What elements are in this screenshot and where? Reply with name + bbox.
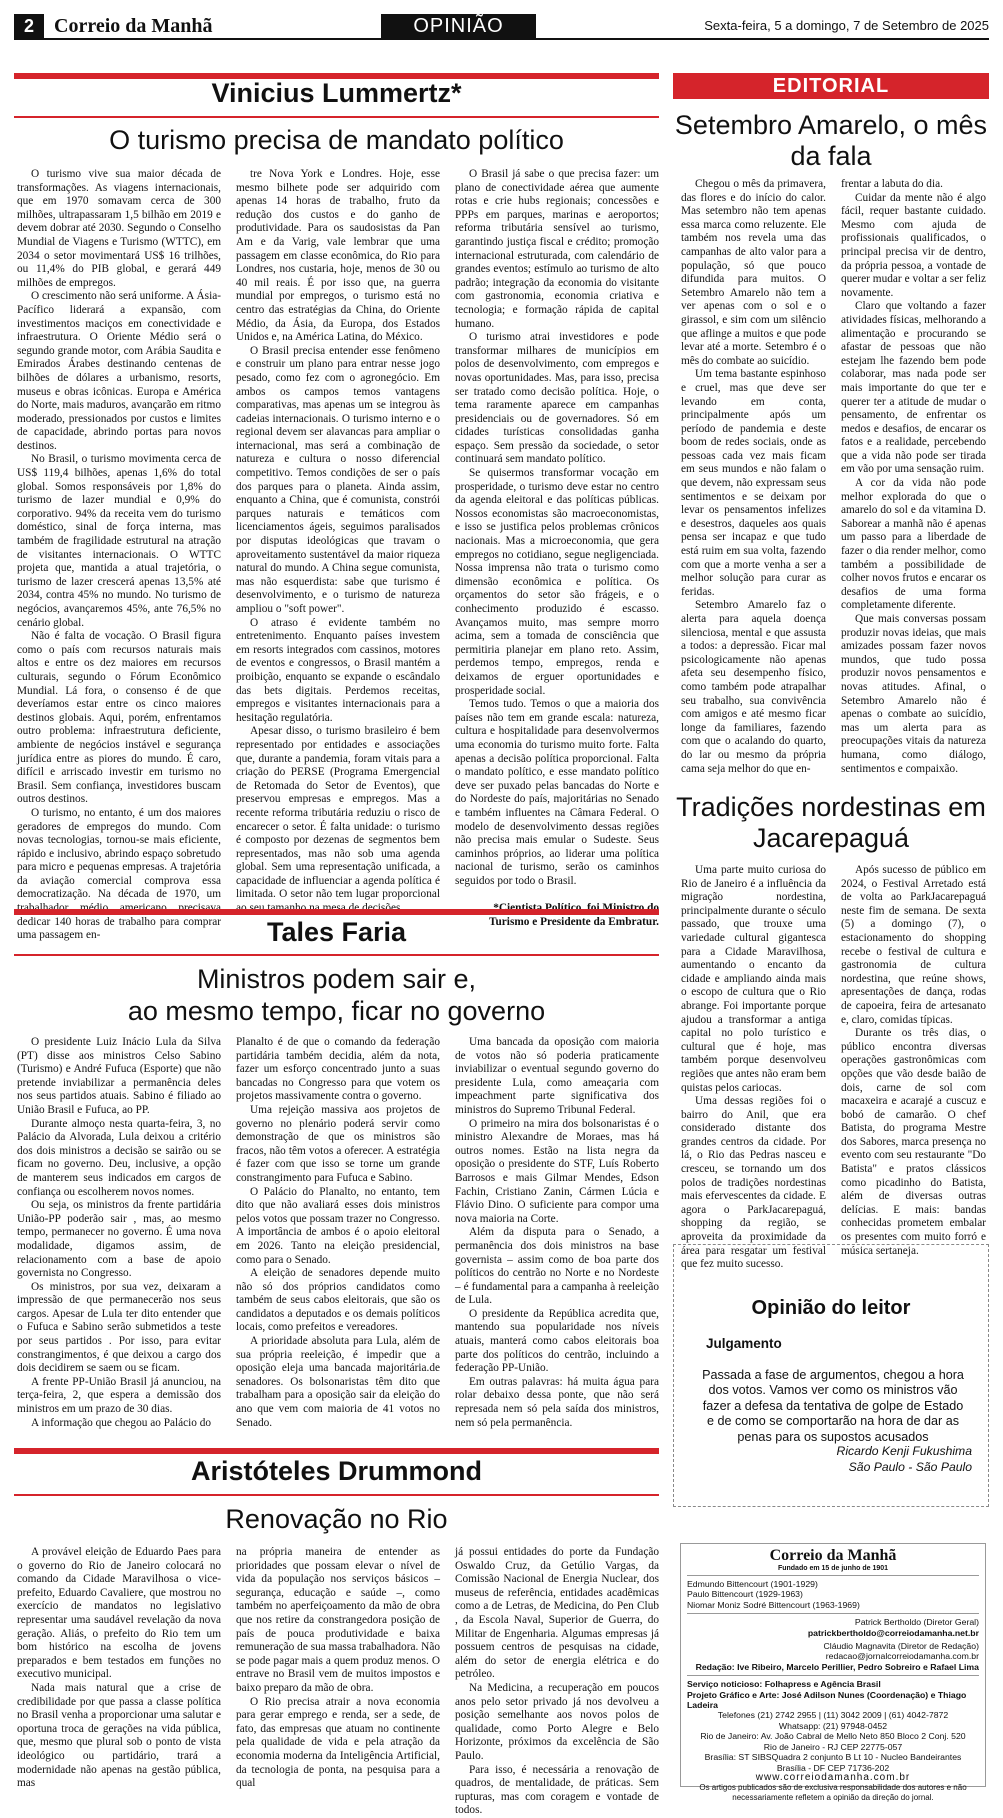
paragraph: Na Medicina, a recuperação em poucos anos pelo setor privado já nos devolveu a posição semelhante aos novos polos de qualidade, como Porto Alegre e Belo Horizonte, próximos da excelência de São Paulo.	[455, 1681, 659, 1762]
paragraph: Os ministros, por sua vez, deixaram a impressão de que permanecerão nos seus cargos. Apesar de Lula ter dito entender que o Fufuca e Sabino serão submetidos a teste por seus partidos . Por isso, para evitar constrangimentos, é que deixou a cargo dos dois decidirem se saem ou se ficam.	[17, 1280, 221, 1375]
paragraph: Não é falta de vocação. O Brasil figura como o país com recursos naturais mais altos e entre os dez maiores em recursos culturais, segundo o Fórum Econômico Mundial. Lá fora, o consenso é de que deveríamos estar entre os cinco maiores destinos globais. Aqui, porém, enfrentamos outro problema: infraestrutura deficiente, ambiente de negócios instável e segurança jurídica entre as piores do mundo. É caro, difícil e arriscado investir em turismo no Brasil. Sem confiança, investidores buscam outros destinos.	[17, 630, 221, 806]
headline-line: Ministros podem sair e,	[196, 964, 477, 994]
whatsapp-number: Whatsapp: (21) 97948-0452	[778, 1720, 888, 1731]
article2-column	[236, 1036, 440, 1429]
design-credits: Projeto Gráfico e Arte: José Adilson Nunes (Coordenação) e Thiago Ladeira	[687, 1689, 967, 1711]
newspaper-logo: Correio da Manhã	[54, 15, 213, 37]
paragraph: No Brasil, o turismo movimenta cerca de US$ 119,4 bilhões, apenas 1,6% do total global. Somos responsáveis por 1,8% do turismo de lazer mundial e 0,9% do corporativo. 94% da receita vem do turismo doméstico, sinal de força interna, mas também de fragilidade estrutural na atração de visitantes internacionais. O WTTC projeta que, mantida a atual trajetória, o turismo de lazer crescerá apenas 13,5% até 2034, contra 45% no mundo. No turismo de negócios, avançaremos 45%, ante 76,5% no cenário global.	[17, 453, 221, 629]
masthead-logo: Correio da Manhã	[769, 1547, 897, 1564]
reader-location: São Paulo - São Paulo	[848, 1460, 972, 1474]
founder: Paulo Bittencourt (1929-1963)	[687, 1589, 803, 1600]
paragraph: O primeiro na mira dos bolsonaristas é o ministro Alexandre de Moraes, mas há outros nomes. Estão na lista negra da oposição o presidente do STF, Luís Roberto Barrosos e mais Gilmar Mendes, Edson Fachin, Cristiano Zanin, Cármen Lúcia e Flávio Dino. O suficiente para compor uma nova maioria na Corte.	[455, 1117, 659, 1225]
paragraph: A informação que chegou ao Palácio do	[31, 1416, 212, 1429]
issue-date: Sexta-feira, 5 a domingo, 7 de Setembro de 2025	[704, 18, 989, 33]
article1-author: Vinicius Lummertz*	[211, 78, 462, 108]
author-underline	[14, 954, 659, 956]
founders-list	[687, 1579, 979, 1610]
article-divider	[14, 1448, 659, 1454]
director-name: Patrick Bertholdo (Diretor Geral)	[854, 1617, 979, 1628]
paragraph: O presidente da República acredita que, mantendo sua popularidade nos níveis atuais, manterá como cabos eleitorais boa parte dos políticos do centrão, incluindo a federação PP-União.	[455, 1307, 659, 1375]
paragraph: Se quisermos transformar vocação em prosperidade, o turismo deve estar no centro da agenda eleitoral e das políticas públicas. Nossos economistas são macroeconomistas, e isso se justifica pelos problemas crônicos nacionais. Mas a microeconomia, que gera empregos no cotidiano, segue negligenciada. Nossa imprensa não trata o turismo como dimensão econômica e política. Os orçamentos do setor são frágeis, e o conhecimento produzido é escasso. Avançamos muito, mas sempre morro acima, sem a tomada de consciência que permitiria planejar em plano reto. Assim, perdemos tempo, empregos, renda e deixamos de erguer oportunidades e prosperidade social.	[455, 467, 659, 697]
article3-headline: Renovação no Rio	[225, 1504, 448, 1534]
paragraph: O atraso é evidente também no entretenimento. Enquanto países investem em resorts integrados com cassinos, motores de eventos e congressos, o Brasil mantém a proibição, enquanto se expande o escândalo das bets digitais. Perdemos receitas, empregos e visitantes internacionais para a hesitação regulatória.	[236, 616, 440, 724]
paragraph: A frente PP-União Brasil já anunciou, na terça-feira, 2, que espera a demissão dos ministros em um prazo de 30 dias.	[17, 1375, 221, 1416]
paragraph: Setembro Amarelo faz o alerta para aquela doença silenciosa, mental e que assusta a todos: a depressão. Ficar mal psicologicamente não apenas afeta seu desempenho físico, como também pode atrapalhar seu trabalho, sua convivência com amigos e até mesmo ficar longe da familiares, fazendo com que o acalando do quarto, do lar ou mesmo da própria cama seja melhor do que en-	[681, 599, 826, 775]
paragraph: Uma rejeição massiva aos projetos de governo no plenário poderá servir como demonstração de que os ministros são fracos, não têm votos a oferecer. A estratégia é fazer com que isso se torne um grande constrangimento para Fufuca e Sabino.	[236, 1103, 440, 1184]
paragraph: Em outras palavras: há muita água para rolar debaixo dessa ponte, que não será represada nem só pela saída dos ministros, nem só pela permanência.	[455, 1375, 659, 1429]
article3-body	[17, 1546, 659, 1817]
divider	[687, 1675, 979, 1676]
editorial-column	[841, 178, 986, 778]
founded-date: Fundado em 15 de junho de 1901	[777, 1565, 889, 1572]
paragraph: Para isso, é necessária a renovação de quadros, de mentalidade, de práticas. Sem rupturas, mas com coragem e vontade de todos.	[455, 1763, 659, 1817]
paragraph: frentar a labuta do dia.	[841, 178, 943, 190]
divider	[687, 1575, 979, 1576]
masthead-box	[680, 1543, 986, 1802]
article3-author: Aristóteles Drummond	[190, 1456, 483, 1486]
paragraph: Temos tudo. Temos o que a maioria dos países não tem em grande escala: natureza, cultura e hospitalidade para desenvolvermos uma economia do turismo muito forte. Falta apenas a decisão política proporcional. Falta o mandato político, e esse mandato político deve ser puxado pelas bancadas do Norte e do Nordeste do país, majoritárias no Senado e também influentes na Câmara Federal. O modelo de desenvolvimento dessas regiões não precisa mais emular o Sudeste. Seus caminhos próprios, ao liderar uma política nacional de turismo, serão os caminhos seguidos por todo o Brasil.	[455, 698, 659, 887]
reader-letter-title: Opinião do leitor	[751, 1297, 911, 1319]
news-services: Serviço noticioso: Folhapress e Agência Brasil	[687, 1679, 881, 1690]
article-divider	[14, 909, 659, 915]
rio-city: Rio de Janeiro - RJ CEP 22775-057	[763, 1741, 903, 1752]
paragraph: Uma bancada da oposição com maioria de votos não só poderia praticamente inviabilizar o eventual segundo governo do presidente Lula, como ameaçaria com impeachment parte significativa dos ministros do Supremo Tribunal Federal.	[455, 1036, 659, 1116]
paragraph: Cuidar da mente não é algo fácil, requer bastante cuidado. Mesmo com ajuda de profissionais qualificados, o principal precisa vir de dentro, da própria pessoa, a vontade de querer mudar e voltar a ser feliz novamente.	[841, 191, 986, 299]
article3-column	[455, 1546, 659, 1817]
divider	[687, 1613, 979, 1614]
paragraph: A cor da vida não pode melhor explorada do que o amarelo do sol e da vitamina D. Saborear a manhã não é apenas um passo para a liberdade de fazer o dia render melhor, como também a possibilidade de colher novos frutos e encarar os desafios de uma forma completamente diferente.	[841, 477, 986, 612]
author-bio: Turismo e Presidente da Embratur.	[489, 916, 659, 929]
reader-letter-text: Passada a fase de argumentos, chegou a hora dos votos. Vamos ver como os ministros vão fazer a defesa da tentativa de golpe de Estado e de como se comportarão na hora de dar as penas para os supostos acusados	[702, 1368, 964, 1444]
paragraph: Apesar disso, o turismo brasileiro é bem representado por entidades e associações que, durante a pandemia, foram vitais para a criação do PERSE (Programa Emergencial de Retomada do Setor de Eventos), que preservou empresas e empregos. Mas a recente reforma tributária reduziu o risco de encarecer o setor. É falta unidade: o turismo é composto por dezenas de segmentos bem representados, mas não sob uma agenda global. Sem uma representação unificada, a capacidade de influenciar a agenda política é limitada. O setor não tem lugar proporcional	[236, 725, 440, 901]
paragraph: A eleição de senadores depende muito não só dos próprios candidatos como também de seus cabos eleitorais, que são os candidatos a deputados e os demais políticos locais, como prefeitos e vereadores.	[236, 1267, 440, 1334]
paragraph: na própria maneira de entender as prioridades que possam elevar o nível de vida da população nos serviços básicos – segurança, educação e saúde –, como também no aperfeiçoamento da mão de obra que nos retire da constrangedora posição de país de pouca produtividade e baixa remuneração de sua massa trabalhadora. Não se pode pagar mais a quem produz menos. O entrave no Brasil vem de muitos impostos e baixo preparo da mão de obra.	[236, 1546, 440, 1694]
feature-body	[681, 864, 986, 1271]
founder: Niomar Moniz Sodré Bittencourt (1963-1969)	[687, 1599, 860, 1610]
page-number: 2	[14, 14, 44, 38]
paragraph: Durante almoço nesta quarta-feira, 3, no Palácio da Alvorada, Lula deixou a critério dos dois ministros a decisão se sairão ou se ficam no governo. Deu, inclusive, a opção de manterem seus indicados em cargos de confiança ou escolherem novos nomes.	[17, 1117, 221, 1198]
editor-info	[687, 1641, 979, 1672]
paragraph: Planalto é de que o comando da federação partidária também decidia, além da nota, fazer um esforço concentrado junto a suas bancadas no Congresso para que votem os projetos massivamente contra o governo.	[236, 1036, 440, 1103]
article3-column	[236, 1546, 440, 1791]
editorial-label: EDITORIAL	[673, 73, 989, 99]
author-underline	[14, 116, 659, 118]
disclaimer: Os artigos publicados são de exclusiva responsabilidade dos autores e não necessariamente refletem a opinião da direção do jornal.	[699, 1783, 967, 1802]
paragraph: Durante os três dias, o público encontra diversas operações gastronômicas com opções que vão desde baião de dois, carne de sol com macaxeira e acarajé a cuscuz e bobó de camarão. O chef Batista, do programa Mestre dos Sabores, marca presença no evento com seu restaurante "Do Batista" e pratos clássicos como picadinho do Batista, além de diversas outras delícias. E mais: bandas conhecidas prometem embalar os presentes com muito forró e música sertaneja.	[841, 1027, 986, 1257]
paragraph: Após sucesso de público em 2024, o Festival Arretado está de volta ao ParkJacarepaguá neste fim de semana. De sexta (5) a domingo (7), o estacionamento do shopping recebe o festival de cultura e gastronomia de cultura nordestina, que reúne shows, apresentações de dança, rodas de capoeira, feira de artesanato e, claro, comidas típicas.	[841, 864, 986, 1026]
article2-column	[455, 1036, 659, 1429]
feature-column	[681, 864, 826, 1271]
paragraph: Chegou o mês da primavera, das flores e do início do calor. Mas setembro não tem apenas essa marca como reluzente. Ele também nos revela uma das campanhas de alto valor para a população, só que pouco difundida para muitos. O Setembro Amarelo não tem a ver apenas com o sol e o girassol, e sim com um silêncio que aflinge a muitos e que pode levar até a morte. Setembro é o mês do combate ao suicídio.	[681, 178, 826, 367]
editorial-headline: Setembro Amarelo, o mês da fala	[674, 110, 988, 171]
reader-letter-subject: Julgamento	[706, 1336, 782, 1351]
paragraph: já possui entidades do porte da Fundação Oswaldo Cruz, da Getúlio Vargas, da Comissão Nacional de Energia Nuclear, dos museus de referência, entidades acadêmicas como a de Letras, de Medicina, do Pen Club , da Escola Naval, Superior de Guerra, do Militar de Engenharia. Algumas empresas já possuem centros de pesquisas na cidade, além do setor de energia elétrica e do petróleo.	[455, 1546, 659, 1681]
editor-email[interactable]: redacao@jornalcorreiodamanha.com.br	[825, 1651, 979, 1662]
article2-author: Tales Faria	[266, 917, 407, 947]
paragraph: Uma dessas regiões foi o bairro do Anil, que era considerado distante dos grandes centros da cidade. Por lá, o Rio das Pedras nasceu e cresceu, se tornando um dos polos de tradições nordestinas mais efervescentes da cidade. E agora o ParkJacarepaguá, shopping da região, se aproveita da proximidade da área para resgatar um festival que fez muito sucesso.	[681, 1095, 826, 1271]
editorial-body	[681, 178, 986, 778]
editor-name: Cláudio Magnavita (Diretor de Redação)	[823, 1641, 979, 1652]
rio-address: Rio de Janeiro: Av. João Cabral de Mello Neto 850 Bloco 2 Conj. 520	[700, 1731, 966, 1742]
paragraph: O crescimento não será uniforme. A Ásia-Pacífico liderará a expansão, com investimentos maciços em conectividade e infraestrutura. O Oriente Médio será o segundo grande motor, com Arábia Saudita e Emirados Árabes destinando centenas de bilhões de dólares a urbanismo, resorts, museus e obras icônicas. Europa e América do Norte, mais maduros, avançarão em ritmo moderado, pressionados por custos e limites de capacidade, abrindo portas para novos destinos.	[17, 290, 221, 452]
article1-headline: O turismo precisa de mandato político	[109, 125, 564, 155]
paragraph: tre Nova York e Londres. Hoje, esse mesmo bilhete pode ser adquirido com apenas 14 horas de trabalho, fruto da redução dos custos e do ganho de produtividade. Para os saudosistas da Pan Am e da Varig, vale lembrar que uma passagem em classe econômica, do Rio para Londres, nos custaria, hoje, menos de 30 ou 40 mil reais. É por isso que, na guerra mundial por empregos, o turismo está no centro das estratégias da China, do Oriente Médio, da Ásia, da Europa, dos Estados Unidos e, na América Latina, do México.	[236, 168, 440, 344]
brasilia-address: Brasília: ST SIBSQuadra 2 conjunto B Lt 10 - Nucleo Bandeirantes	[704, 1752, 962, 1763]
paragraph: A prioridade absoluta para Lula, além de sua própria reeleição, é impedir que a oposição eleja uma bancada majoritária.de senadores. Os bolsonaristas têm dito que trabalham para a oposição sair da eleição do ano que vem com maioria de 41 votos no Senado.	[236, 1335, 440, 1429]
newsroom-staff: Redação: Ive Ribeiro, Marcelo Perillier, Pedro Sobreiro e Rafael Lima	[695, 1661, 979, 1672]
paragraph: O turismo, no entanto, é um dos maiores geradores de empregos do mundo. Com novas tecnologias, tornou-se mais eficiente, rápido e inclusivo, abrindo espaço sobretudo para micro e pequenas empresas. A trajetória da aviação comercial comprova essa democratização. Na década de 1970, um dedicar 140 horas de trabalho para comprar uma passagem en-	[17, 806, 221, 942]
paragraph: Ou seja, os ministros da frente partidária União-PP poderão sair , mas, ao mesmo tempo, permanecer no governo. É uma nova modalidade, digamos assim, de relacionamento com a base de apoio governista no Congresso.	[17, 1199, 221, 1280]
page-header	[14, 14, 989, 40]
feature-headline: Tradições nordestinas em Jacarepaguá	[676, 792, 986, 853]
feature-column	[841, 864, 986, 1257]
reader-name: Ricardo Kenji Fukushima	[836, 1444, 972, 1458]
paragraph: Que mais conversas possam produzir novas ideias, que mais amizades possam fazer novos mundos, que tudo possa produzir novos pensamentos e novas atitudes. Afinal, o Setembro Amarelo não é apenas o combate ao suicídio, mas um alerta para as preocupações vitais da natureza humana, como diálogo, sentimentos e compaixão.	[841, 613, 986, 775]
paragraph: O turismo vive sua maior década de transformações. As viagens internacionais, que em 1970 somavam cerca de 300 milhões, ultrapassaram 1,5 bilhão em 2019 e devem dobrar até 2030. Segundo o Conselho Mundial de Viagens e Turismo (WTTC), em 2034 o setor movimentará US$ 16 trilhões, ou 11,4% do PIB global, e gerará 449 milhões de empregos.	[17, 168, 221, 289]
paragraph: O Rio precisa atrair a nova economia para gerar emprego e renda, ser a sede, de fato, das empresas que atuam no continente pela qualidade de vida e pela atração da economia moderna da Inteligência Artificial, da tecnologia de ponta, na pesquisa para a qual	[236, 1695, 440, 1790]
reader-letter-signature	[837, 1443, 972, 1475]
director-info	[687, 1617, 979, 1638]
paragraph: Uma parte muito curiosa do Rio de Janeiro é a influência da migração nordestina, principalmente durante o século passado, que trouxe uma variedade cultural gigantesca para a Cidade Maravilhosa, aumentando o encanto da cidade e ampliando ainda mais o escopo de cultura que o Rio abrange. Foi importante porque ajudou a transformar a antiga capital no polo turístico e cultural que é hoje, mas também porque desenvolveu regiões que antes não eram bem quistas pelos cariocas.	[681, 864, 826, 1094]
paragraph: O Palácio do Planalto, no entanto, tem dito que não avaliará esses dois ministros pelos votos que possam trazer no Congresso. A importância de ambos é o apoio eleitoral em 2026. Tanto na eleição presidencial, como para o Senado.	[236, 1185, 440, 1266]
article2-headline	[14, 963, 659, 1027]
director-email[interactable]: patrickbertholdo@correiodamanha.net.br	[807, 1627, 979, 1638]
article2-body	[17, 1036, 659, 1429]
paragraph: O Brasil precisa entender esse fenômeno e construir um plano para entrar nesse jogo pesado, como fez com o agronegócio. Em ambos os campos temos vantagens comparativas, mas apenas um se integrou às cadeias internacionais. O turismo interno e o regional devem ser alavancas para ampliar o internacional, mas será a combinação de natureza e cultura o nosso diferencial competitivo. Temos condições de ser o país dos parques para o planeta. Ainda assim, enquanto a China, que é comunista, constrói parques naturais e temáticos com licenciamentos ágeis, seguimos paralisados por disputas ideológicas que travam o aproveitamento sustentável da maior riqueza natural do mundo. A China segue comunista, mas não esquerdista: sabe que turismo é desenvolvimento, e o turismo de natureza ampliou o "soft power".	[236, 344, 440, 615]
paragraph: Além da disputa para o Senado, a permanência dos dois ministros na base governista – assim como de boa parte dos políticos do centrão no Norte e no Nordeste – é fundamental para a campanha à reeleição de Lula.	[455, 1226, 659, 1307]
paragraph: O presidente Luiz Inácio Lula da Silva (PT) disse aos ministros Celso Sabino (Turismo) e André Fufuca (Esporte) que não pretende inviabilizar a permanência deles nos seus partidos atuais. Sabino é filiado ao União Brasil e Fufuca, ao PP.	[17, 1036, 221, 1116]
paragraph: O turismo atrai investidores e pode transformar milhares de municípios em polos de desenvolvimento, com empregos e novas oportunidades. Mas, para isso, precisa ser tratado como decisão política. Hoje, o tema raramente aparece em campanhas presidenciais ou de governadores. Só em cidades turísticas consolidadas ganha espaço. Sem pressão da sociedade, o setor continuará sem mandato político.	[455, 331, 659, 466]
paragraph: O Brasil já sabe o que precisa fazer: um plano de conectividade aérea que aumente rotas e crie hubs regionais; concessões e PPPs em parques, marinas e aeroportos; reforma tributária sensível ao turismo, garantindo justiça fiscal e crédito; promoção internacional estruturada, com calendário de grandes eventos; estímulo ao turismo de alto padrão; integração da economia do visitante com gastronomia, economia criativa e tecnologia; e formação rápida de capital humano.	[455, 168, 659, 330]
article1-column	[455, 168, 659, 929]
headline-line: ao mesmo tempo, ficar no governo	[127, 996, 546, 1026]
editorial-column	[681, 178, 826, 778]
reader-letter-box	[673, 1244, 989, 1507]
phone-numbers: Telefones (21) 2742 2955 | (11) 3042 2009 | (61) 4042-7872	[717, 1710, 949, 1721]
article3-column	[17, 1546, 221, 1791]
website-link[interactable]: www.correiodamanha.com.br	[755, 1771, 911, 1783]
section-label: OPINIÃO	[381, 14, 536, 38]
article2-column	[17, 1036, 221, 1429]
paragraph: Um tema bastante espinhoso e cruel, mas que deve ser levando em conta, principalmente após um período de pandemia e deste boom de redes sociais, onde as pessoas cada vez mais ficam em seus mundos e não falam o que devem, não expressam seus sentimentos e se deixam por levar os pensamentos infelizes e desestros, daqueles aos quais pensa ser incapaz e que tudo está ruim em sua volta, fazendo com que a morte venha a ser a melhor solução para curar as feridas.	[681, 368, 826, 598]
founder: Edmundo Bittencourt (1901-1929)	[687, 1579, 818, 1589]
paragraph: Nada mais natural que a crise de credibilidade por que passa a classe política no Brasil venha a proporcionar uma salutar e oportuna troca de gerações na vida pública, que, mesmo que plural sob o ponto de vista ideológico ou partidário, trará a modernidade não apenas na gestão pública, mas	[17, 1681, 221, 1790]
author-underline	[14, 1494, 659, 1496]
paragraph: Claro que voltando a fazer atividades físicas, melhorando a alimentação e procurando se afastar de pessoas que não estejam lhe fazendo bem pode colaborar, mas nada pode ser mais importante do que ter e querer ter a atitude de mudar o pensamento, de enfrentar os medos e desafios, de encarar os fatos e a realidade, percebendo que a vida não pode ser tirada em vão por uma sensação ruim.	[841, 300, 986, 476]
paragraph: A provável eleição de Eduardo Paes para o governo do Rio de Janeiro colocará no comando da Cidade Maravilhosa o vice-prefeito, Eduardo Cavaliere, que mostrou no exercício de mandatos no legislativo representar uma saudável revelação da nova geração. Aliás, o prefeito do Rio tem um bom histórico na escolha de jovens preparados e bem testados em funções no executivo municipal.	[17, 1546, 221, 1681]
article1-column	[236, 168, 440, 901]
brasilia-city: Brasília - DF CEP 71736-202	[776, 1762, 890, 1773]
article1-column	[17, 168, 221, 942]
